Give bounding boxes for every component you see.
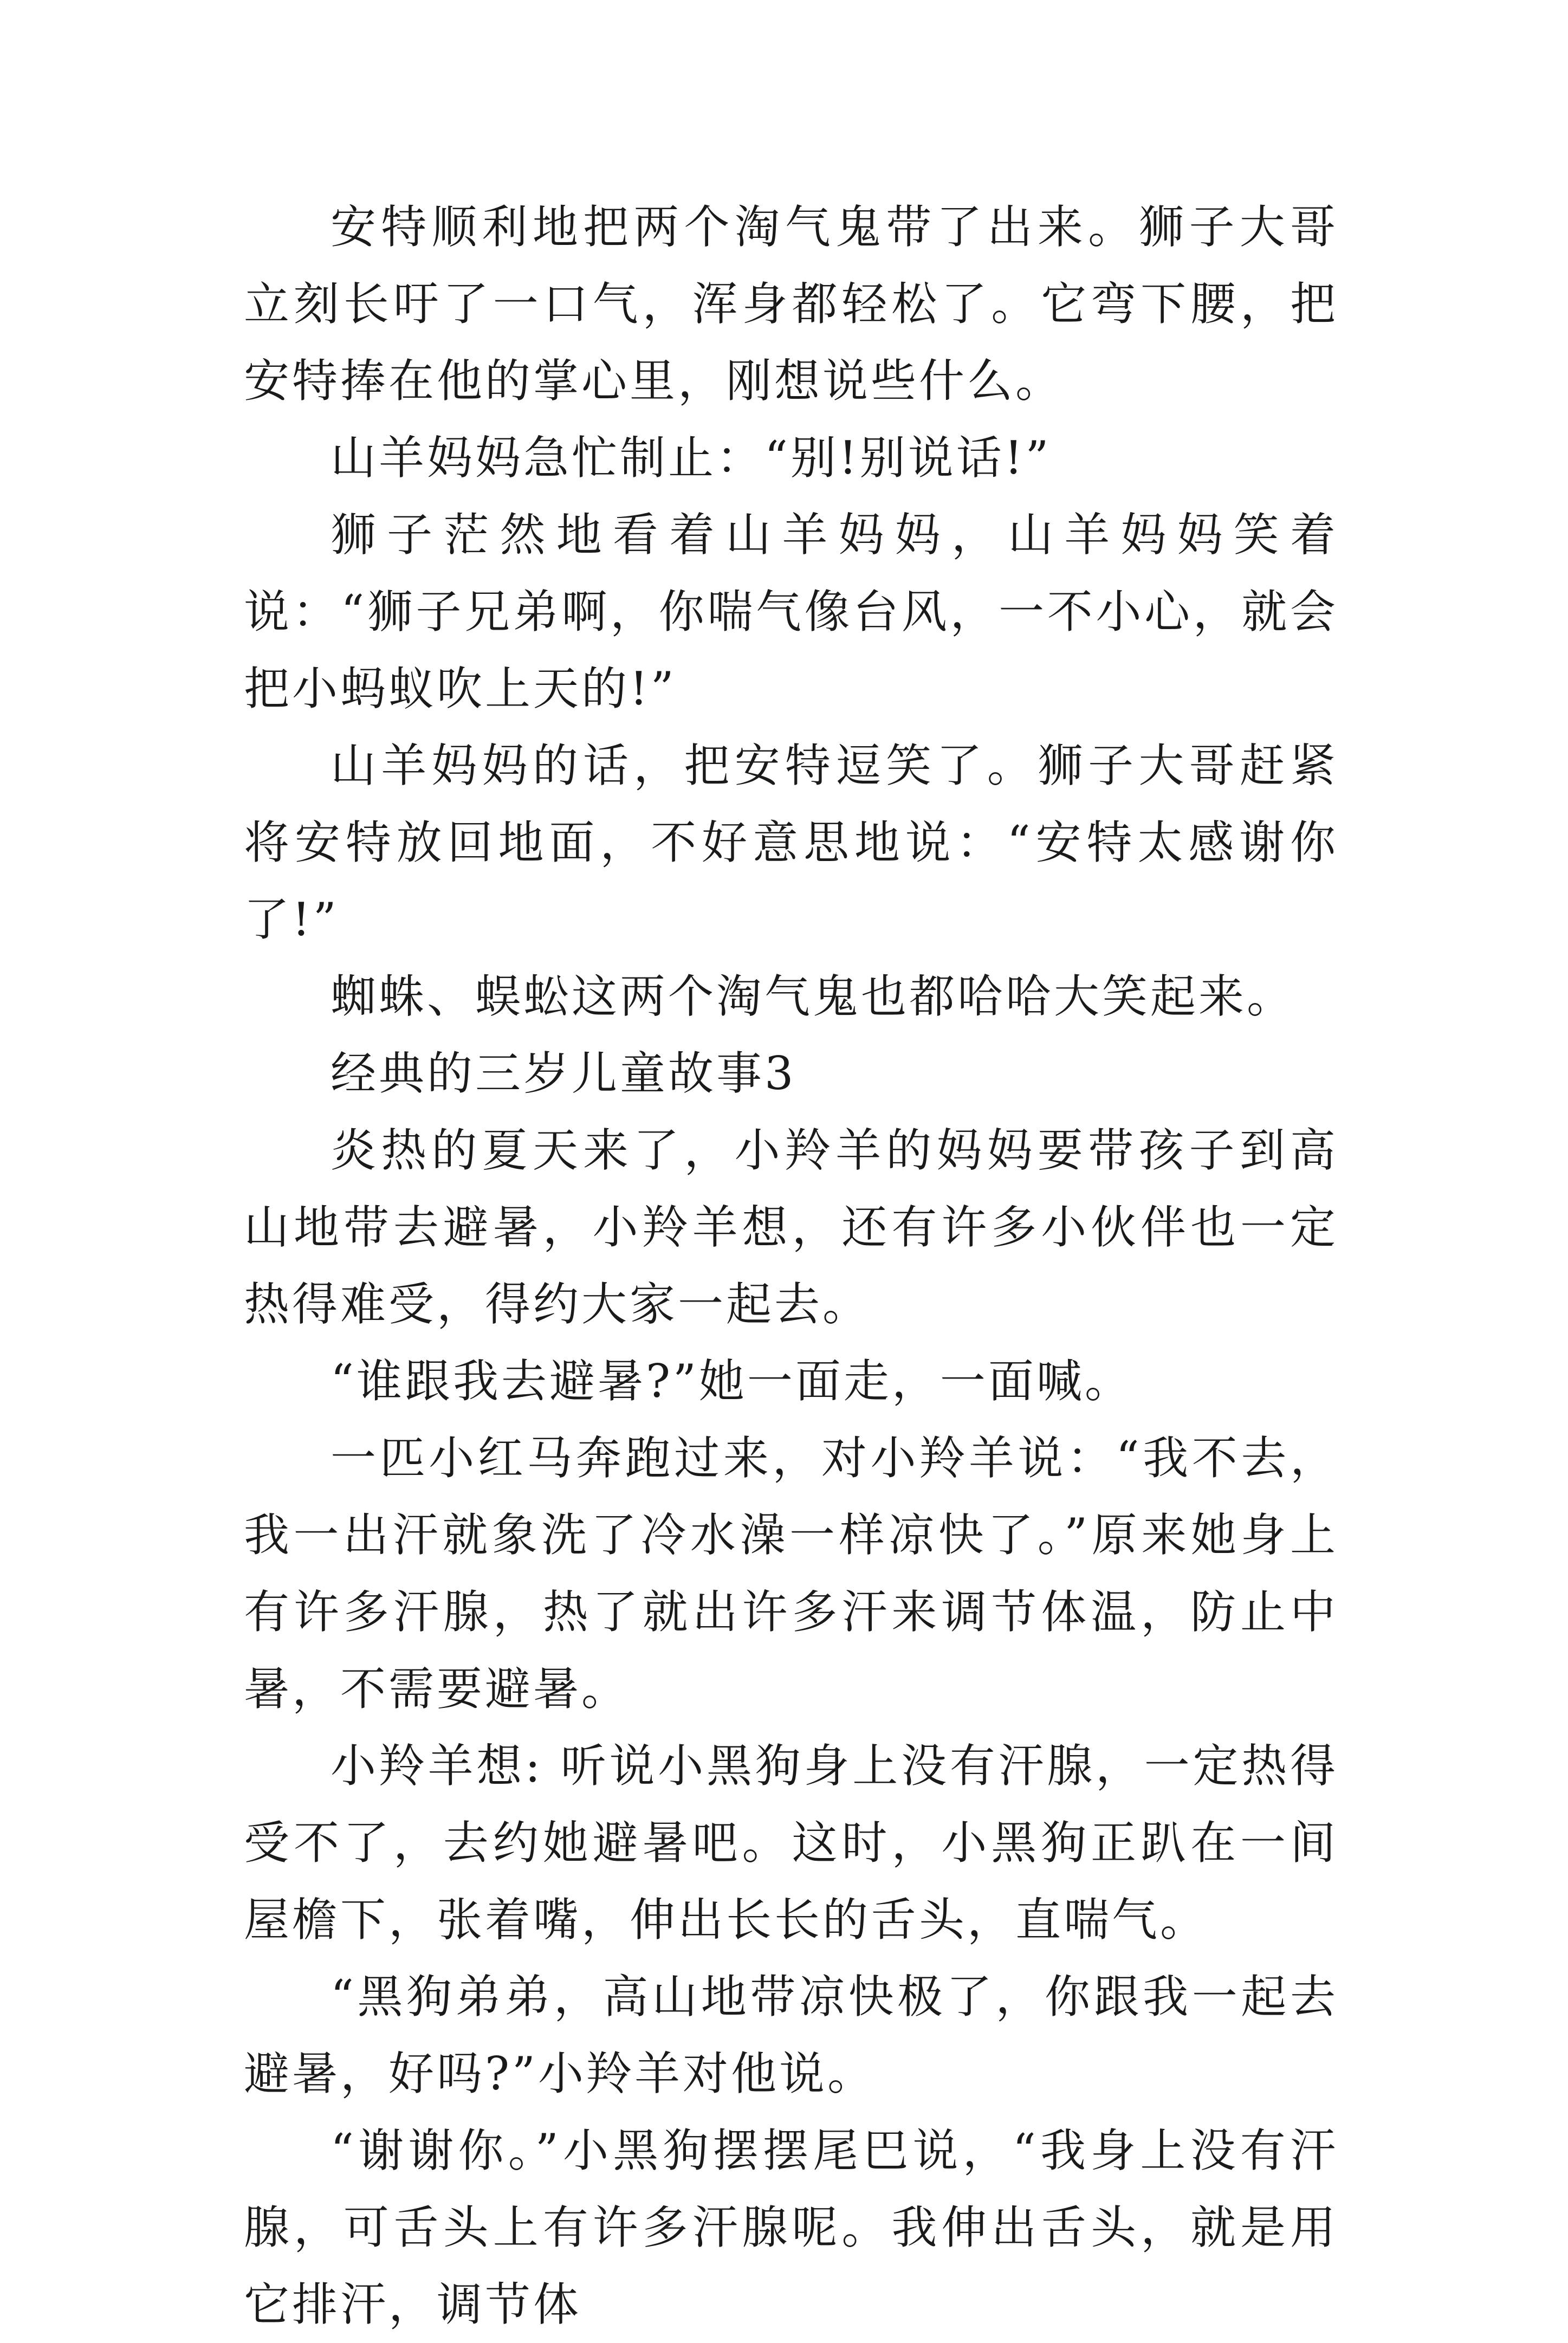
paragraph: “谁跟我去避暑?”她一面走，一面喊。 xyxy=(331,1355,1133,1408)
paragraph: 炎热的夏天来了，小羚羊的妈妈要带孩子到高山地带去避暑，小羚羊想，还有许多小伙伴也一定热得难受，得约大家一起去。 xyxy=(244,1124,1338,1331)
paragraph: 小羚羊想: 听说小黑狗身上没有汗腺，一定热得受不了，去约她避暑吧。这时，小黑狗正趴在一间屋檐下，张着嘴，伸出长长的舌头，直喘气。 xyxy=(244,1739,1338,1946)
paragraph: “黑狗弟弟，高山地带凉快极了，你跟我一起去避暑，好吗?”小羚羊对他说。 xyxy=(244,1970,1338,2100)
paragraph: 安特顺利地把两个淘气鬼带了出来。狮子大哥立刻长吁了一口气，浑身都轻松了。它弯下腰，把安特捧在他的掌心里，刚想说些什么。 xyxy=(244,200,1338,407)
paragraph: “谢谢你。”小黑狗摆摆尾巴说，“我身上没有汗腺，可舌头上有许多汗腺呢。我伸出舌头，就是用它排汗，调节体 xyxy=(244,2124,1338,2331)
section-title: 经典的三岁儿童故事3 xyxy=(331,1047,796,1100)
document-body xyxy=(244,189,1338,2343)
paragraph: 山羊妈妈急忙制止：“别!别说话!” xyxy=(331,431,1052,484)
paragraph: 一匹小红马奔跑过来，对小羚羊说：“我不去，我一出汗就象洗了冷水澡一样凉快了。”原来她身上有许多汗腺，热了就出许多汗来调节体温，防止中暑，不需要避暑。 xyxy=(244,1432,1338,1716)
paragraph: 山羊妈妈的话，把安特逗笑了。狮子大哥赶紧将安特放回地面，不好意思地说：“安特太感谢你了!” xyxy=(244,739,1338,946)
paragraph: 蜘蛛、蜈蚣这两个淘气鬼也都哈哈大笑起来。 xyxy=(331,970,1295,1023)
paragraph: 狮子茫然地看着山羊妈妈，山羊妈妈笑着说：“狮子兄弟啊，你喘气像台风，一不小心，就会把小蚂蚁吹上天的!” xyxy=(244,508,1338,715)
